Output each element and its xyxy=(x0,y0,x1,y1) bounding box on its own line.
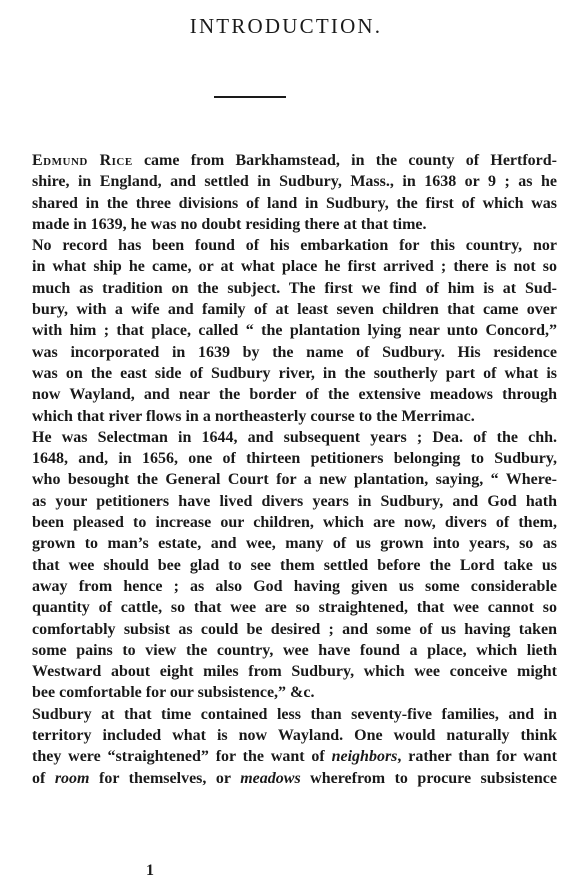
line-text: now Wayland, and near the border of the extensive meadows through xyxy=(32,386,557,404)
line-text: that wee should bee glad to see them settled before the Lord take us xyxy=(32,556,557,574)
title-rule-divider xyxy=(214,96,286,98)
line-text: made in 1639, he was no doubt residing there at that time. xyxy=(32,215,427,233)
text-line xyxy=(32,193,557,214)
line-text: He was Selectman in 1644, and subsequent years ; Dea. of the chh. xyxy=(32,428,557,446)
line-text: was incorporated in 1639 by the name of Sudbury. His residence xyxy=(32,343,557,361)
page-number: 1 xyxy=(146,862,154,879)
text-line xyxy=(32,555,557,576)
text-line xyxy=(32,427,557,448)
text-line xyxy=(32,342,557,363)
line-text: wherefrom to procure subsistence xyxy=(300,769,558,787)
line-text: for themselves, or xyxy=(89,769,241,787)
text-line xyxy=(32,491,557,512)
page-title: INTRODUCTION. xyxy=(189,14,383,38)
line-text: they were “straightened” for the want of xyxy=(32,748,332,766)
text-line xyxy=(32,469,557,490)
text-line xyxy=(32,406,557,427)
text-line xyxy=(32,704,557,725)
body-text xyxy=(32,150,557,789)
line-text: No record has been found of his embarkation for this country, nor xyxy=(32,237,557,255)
text-line xyxy=(32,682,557,703)
line-text: bee comfortable for our subsistence,” &c. xyxy=(32,684,315,702)
line-text: in what ship he came, or at what place he first arrived ; there is not so xyxy=(32,258,557,276)
text-line xyxy=(32,235,557,256)
line-text: bury, with a wife and family of at least seven children that came over xyxy=(32,301,557,319)
line-text: 1648, and, in 1656, one of thirteen petitioners belonging to Sudbury, xyxy=(32,450,557,468)
line-text: away from hence ; as also God having given us some considerable xyxy=(32,577,557,595)
text-line xyxy=(32,384,557,405)
text-line xyxy=(32,597,557,618)
text-line xyxy=(32,214,557,235)
line-text: quantity of cattle, so that wee are so straightened, that wee cannot so xyxy=(32,599,557,617)
text-line xyxy=(32,171,557,192)
text-line xyxy=(32,256,557,277)
line-text: some pains to view the country, wee have found a place, which lieth xyxy=(32,641,557,659)
italic-word: room xyxy=(54,769,90,787)
line-text: comfortably subsist as could be desired ; and some of us having taken xyxy=(32,620,557,638)
text-line xyxy=(32,533,557,554)
line-text: much as tradition on the subject. The first we find of him is at Sud- xyxy=(32,279,557,297)
line-text: grown to man’s estate, and wee, many of us grown into years, so as xyxy=(32,535,557,553)
line-text: shire, in England, and settled in Sudbury, Mass., in 1638 or 9 ; as he xyxy=(32,173,557,191)
line-text: territory included what is now Wayland. One would naturally think xyxy=(32,727,557,745)
text-line xyxy=(32,619,557,640)
text-line xyxy=(32,512,557,533)
text-line xyxy=(32,150,557,171)
text-line xyxy=(32,278,557,299)
line-text: was on the east side of Sudbury river, in the southerly part of what is xyxy=(32,364,557,382)
line-text: shared in the three divisions of land in Sudbury, the first of which was xyxy=(32,194,557,212)
line-text: been pleased to increase our children, which are now, divers of them, xyxy=(32,514,557,532)
line-text: , rather than for want xyxy=(397,748,557,766)
text-line xyxy=(32,576,557,597)
author-name-smallcaps: Edmund Rice xyxy=(32,152,133,169)
line-text: which that river flows in a northeasterly course to the Merrimac. xyxy=(32,407,475,425)
line-text: Westward about eight miles from Sudbury, which wee conceive might xyxy=(32,663,557,681)
italic-word: neighbors xyxy=(331,748,398,766)
italic-word: meadows xyxy=(240,769,301,787)
text-line xyxy=(32,768,557,789)
line-text: came from Barkhamstead, in the county of Hertford- xyxy=(132,152,558,169)
line-text: as your petitioners have lived divers years in Sudbury, and God hath xyxy=(32,492,557,510)
line-text: who besought the General Court for a new plantation, saying, “ Where- xyxy=(32,471,557,489)
line-text: Sudbury at that time contained less than seventy-five families, and in xyxy=(32,705,557,723)
text-line xyxy=(32,320,557,341)
text-line xyxy=(32,363,557,384)
text-line xyxy=(32,661,557,682)
line-text: with him ; that place, called “ the plantation lying near unto Concord,” xyxy=(32,322,557,340)
text-line xyxy=(32,299,557,320)
text-line xyxy=(32,448,557,469)
text-line xyxy=(32,640,557,661)
text-line xyxy=(32,746,557,767)
text-line xyxy=(32,725,557,746)
line-text: of xyxy=(32,769,55,787)
